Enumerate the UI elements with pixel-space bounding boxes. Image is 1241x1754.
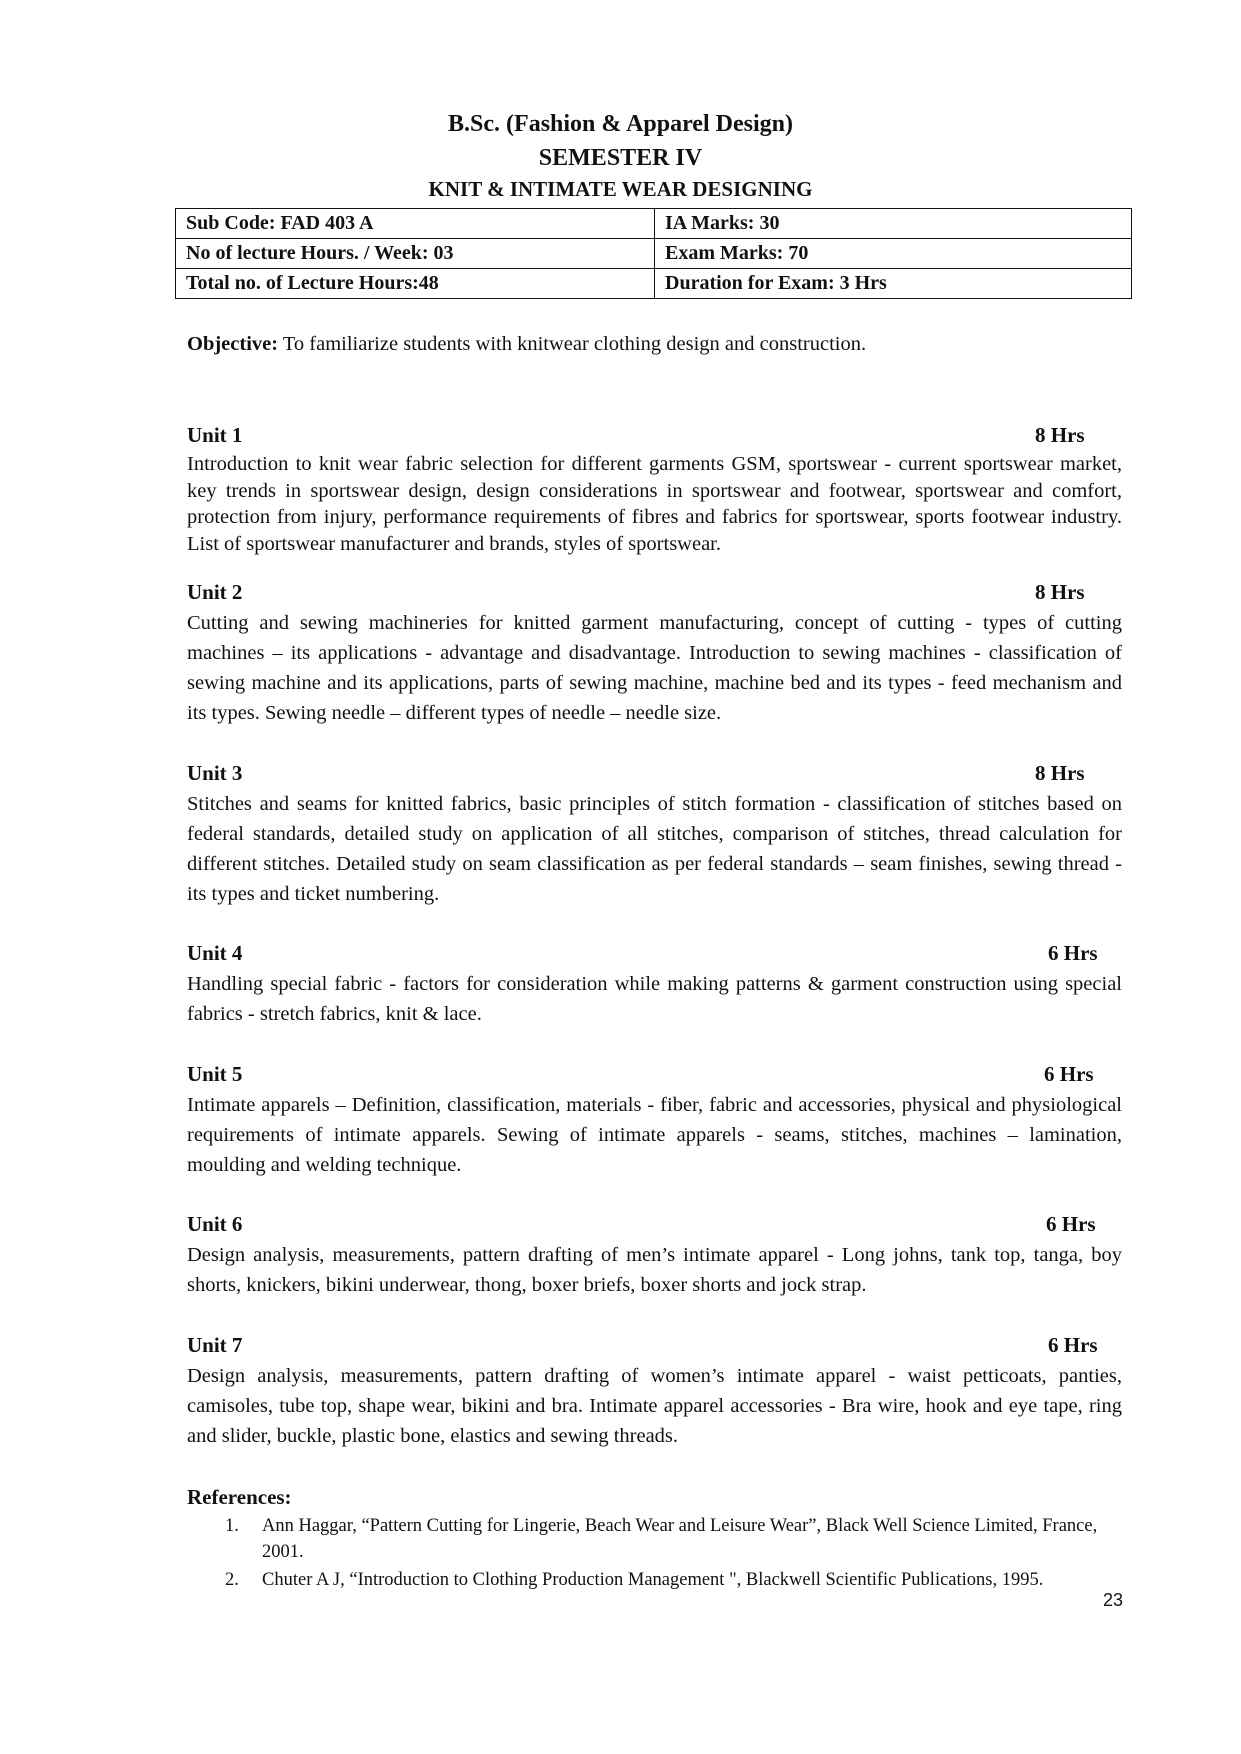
unit-4 — [187, 941, 1122, 1029]
unit-description: Cutting and sewing machineries for knitted garment manufacturing, concept of cutting - types of cutting machines – its applications - advantage and disadvantage. Introduction to sewing machines - classification of sewing machine and its applications, parts of sewing machine, machine bed and its types - feed mechanism and its types. Sewing needle – different types of needle – needle size. — [187, 612, 1122, 724]
unit-hours: 8 Hrs — [1035, 761, 1085, 785]
objective-label: Objective: — [187, 333, 279, 355]
unit-5 — [187, 1062, 1122, 1180]
reference-text: Chuter A J, “Introduction to Clothing Production Management ", Blackwell Scientific Publications, 1995. — [262, 1570, 1044, 1590]
unit-title: Unit 4 — [187, 941, 243, 965]
references-title: References: — [187, 1485, 292, 1509]
page-number: 23 — [1102, 1590, 1123, 1610]
unit-hours: 8 Hrs — [1035, 423, 1085, 447]
unit-heading — [187, 1062, 1122, 1090]
course-info-table — [175, 208, 1132, 299]
unit-description: Design analysis, measurements, pattern drafting of women’s intimate apparel - waist petticoats, panties, camisoles, tube top, shape wear, bikini and bra. Intimate apparel accessories - Bra wire, hook and eye tape, ring and slider, buckle, plastic bone, elastics and sewing threads. — [187, 1365, 1122, 1447]
unit-1 — [187, 423, 1122, 557]
unit-hours: 6 Hrs — [1044, 1062, 1094, 1086]
objective-text: To familiarize students with knitwear clothing design and construction. — [278, 333, 867, 355]
unit-description: Design analysis, measurements, pattern drafting of men’s intimate apparel - Long johns, tank top, tanga, boy shorts, knickers, bikini underwear, thong, boxer briefs, boxer shorts and jock strap. — [187, 1244, 1122, 1296]
objective — [187, 333, 866, 356]
total-hours-cell: Total no. of Lecture Hours:48 — [176, 269, 655, 299]
unit-heading — [187, 580, 1122, 608]
references-section — [187, 1485, 1122, 1595]
exam-duration-cell: Duration for Exam: 3 Hrs — [655, 269, 1132, 299]
table-row — [176, 209, 1132, 239]
unit-title: Unit 6 — [187, 1212, 243, 1236]
unit-description: Stitches and seams for knitted fabrics, basic principles of stitch formation - classification of stitches based on federal standards, detailed study on application of all stitches, comparison of stitches, thread calculation for different stitches. Detailed study on seam classification as per federal standards – seam finishes, sewing thread - its types and ticket numbering. — [187, 793, 1122, 905]
reference-item — [187, 1567, 1102, 1593]
unit-hours: 6 Hrs — [1048, 941, 1098, 965]
table-row — [176, 239, 1132, 269]
unit-heading — [187, 1333, 1122, 1361]
unit-6 — [187, 1212, 1122, 1300]
unit-2 — [187, 580, 1122, 728]
unit-title: Unit 3 — [187, 761, 243, 785]
unit-hours: 6 Hrs — [1048, 1333, 1098, 1357]
unit-title: Unit 1 — [187, 423, 243, 447]
reference-number: 2. — [225, 1570, 239, 1590]
unit-description: Intimate apparels – Definition, classification, materials - fiber, fabric and accessories, physical and physiological requirements of intimate apparels. Sewing of intimate apparels - seams, stitches, machines – lamination, moulding and welding technique. — [187, 1094, 1122, 1176]
reference-text: Ann Haggar, “Pattern Cutting for Lingerie, Beach Wear and Leisure Wear”, Black Well Science Limited, France, 2001. — [262, 1516, 1098, 1562]
program-title: B.Sc. (Fashion & Apparel Design) — [448, 111, 793, 137]
unit-7 — [187, 1333, 1122, 1451]
unit-hours: 8 Hrs — [1035, 580, 1085, 604]
semester-title: SEMESTER IV — [538, 145, 703, 171]
unit-title: Unit 7 — [187, 1333, 243, 1357]
reference-item — [187, 1513, 1102, 1565]
reference-number: 1. — [225, 1516, 239, 1536]
table-row — [176, 269, 1132, 299]
unit-heading — [187, 941, 1122, 969]
course-title: KNIT & INTIMATE WEAR DESIGNING — [428, 177, 813, 201]
unit-heading — [187, 1212, 1122, 1240]
exam-marks-cell: Exam Marks: 70 — [655, 239, 1132, 269]
unit-description: Handling special fabric - factors for consideration while making patterns & garment construction using special fabrics - stretch fabrics, knit & lace. — [187, 973, 1122, 1025]
unit-hours: 6 Hrs — [1046, 1212, 1096, 1236]
sub-code-cell: Sub Code: FAD 403 A — [176, 209, 655, 239]
unit-title: Unit 5 — [187, 1062, 243, 1086]
unit-3 — [187, 761, 1122, 909]
ia-marks-cell: IA Marks: 30 — [655, 209, 1132, 239]
unit-title: Unit 2 — [187, 580, 243, 604]
unit-heading — [187, 761, 1122, 789]
unit-description: Introduction to knit wear fabric selection for different garments GSM, sportswear - current sportswear market, key trends in sportswear design, design considerations in sportswear and footwear, sportswear and comfort, protection from injury, performance requirements of fibres and fabrics for sportswear, sports footwear industry. List of sportswear manufacturer and brands, styles of sportswear. — [187, 453, 1122, 555]
lecture-hours-week-cell: No of lecture Hours. / Week: 03 — [176, 239, 655, 269]
unit-heading — [187, 423, 1122, 451]
